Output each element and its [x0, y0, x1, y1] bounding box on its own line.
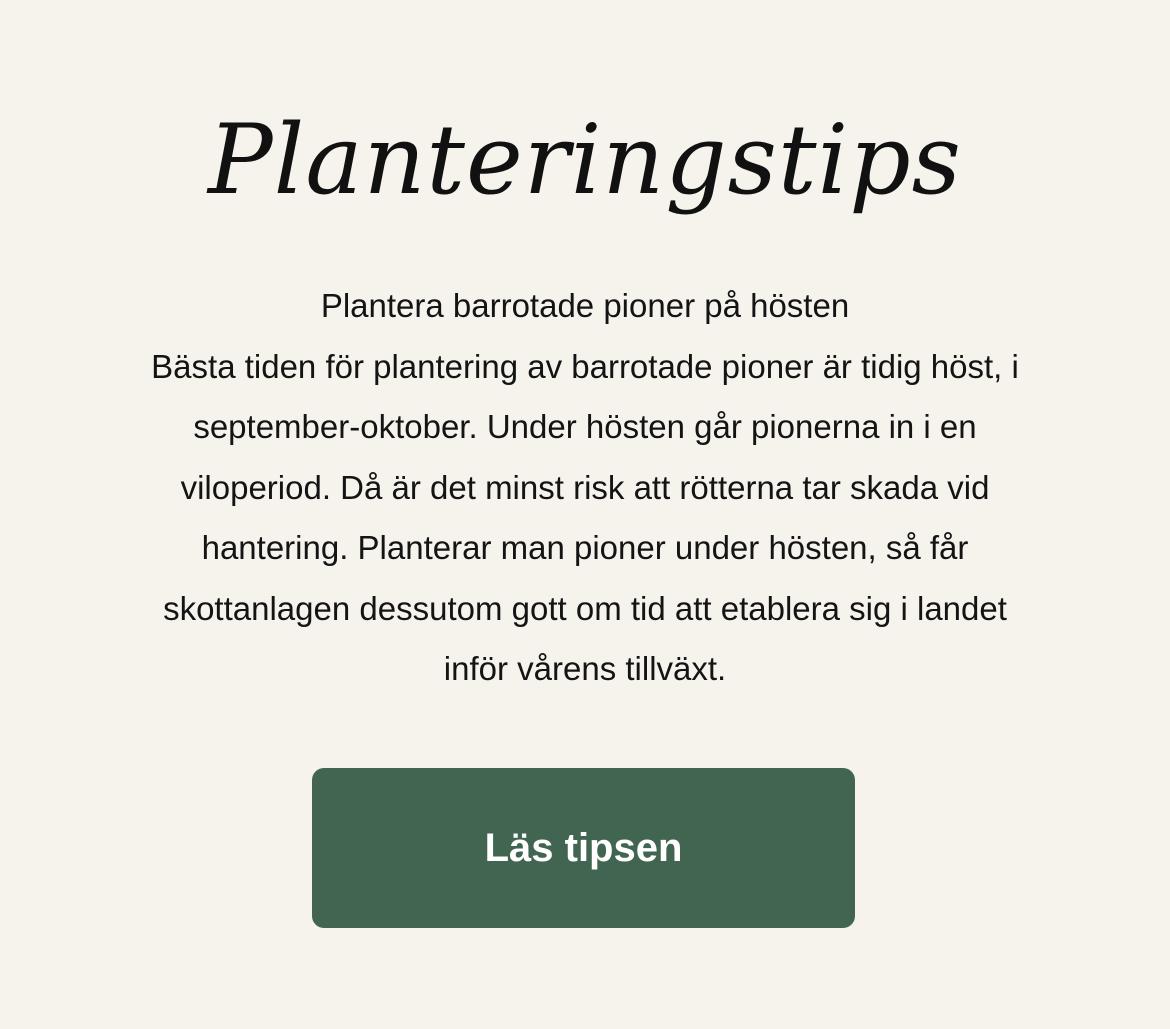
section-title: Planteringstips [208, 104, 962, 216]
read-tips-button[interactable]: Läs tipsen [312, 768, 855, 928]
section-subheading: Plantera barrotade pioner på hösten [320, 287, 850, 324]
section-content [140, 276, 1030, 700]
section-body: Bästa tiden för plantering av barrotade pioner är tidig höst, i september-oktober. Under hösten går pionerna in i en viloperiod. Då är det minst risk att rötterna tar skada vid hantering. Planterar man pioner under hösten, så får skottanlagen dessutom gott om tid att etablera sig i landet inför vårens tillväxt. [151, 347, 1019, 687]
